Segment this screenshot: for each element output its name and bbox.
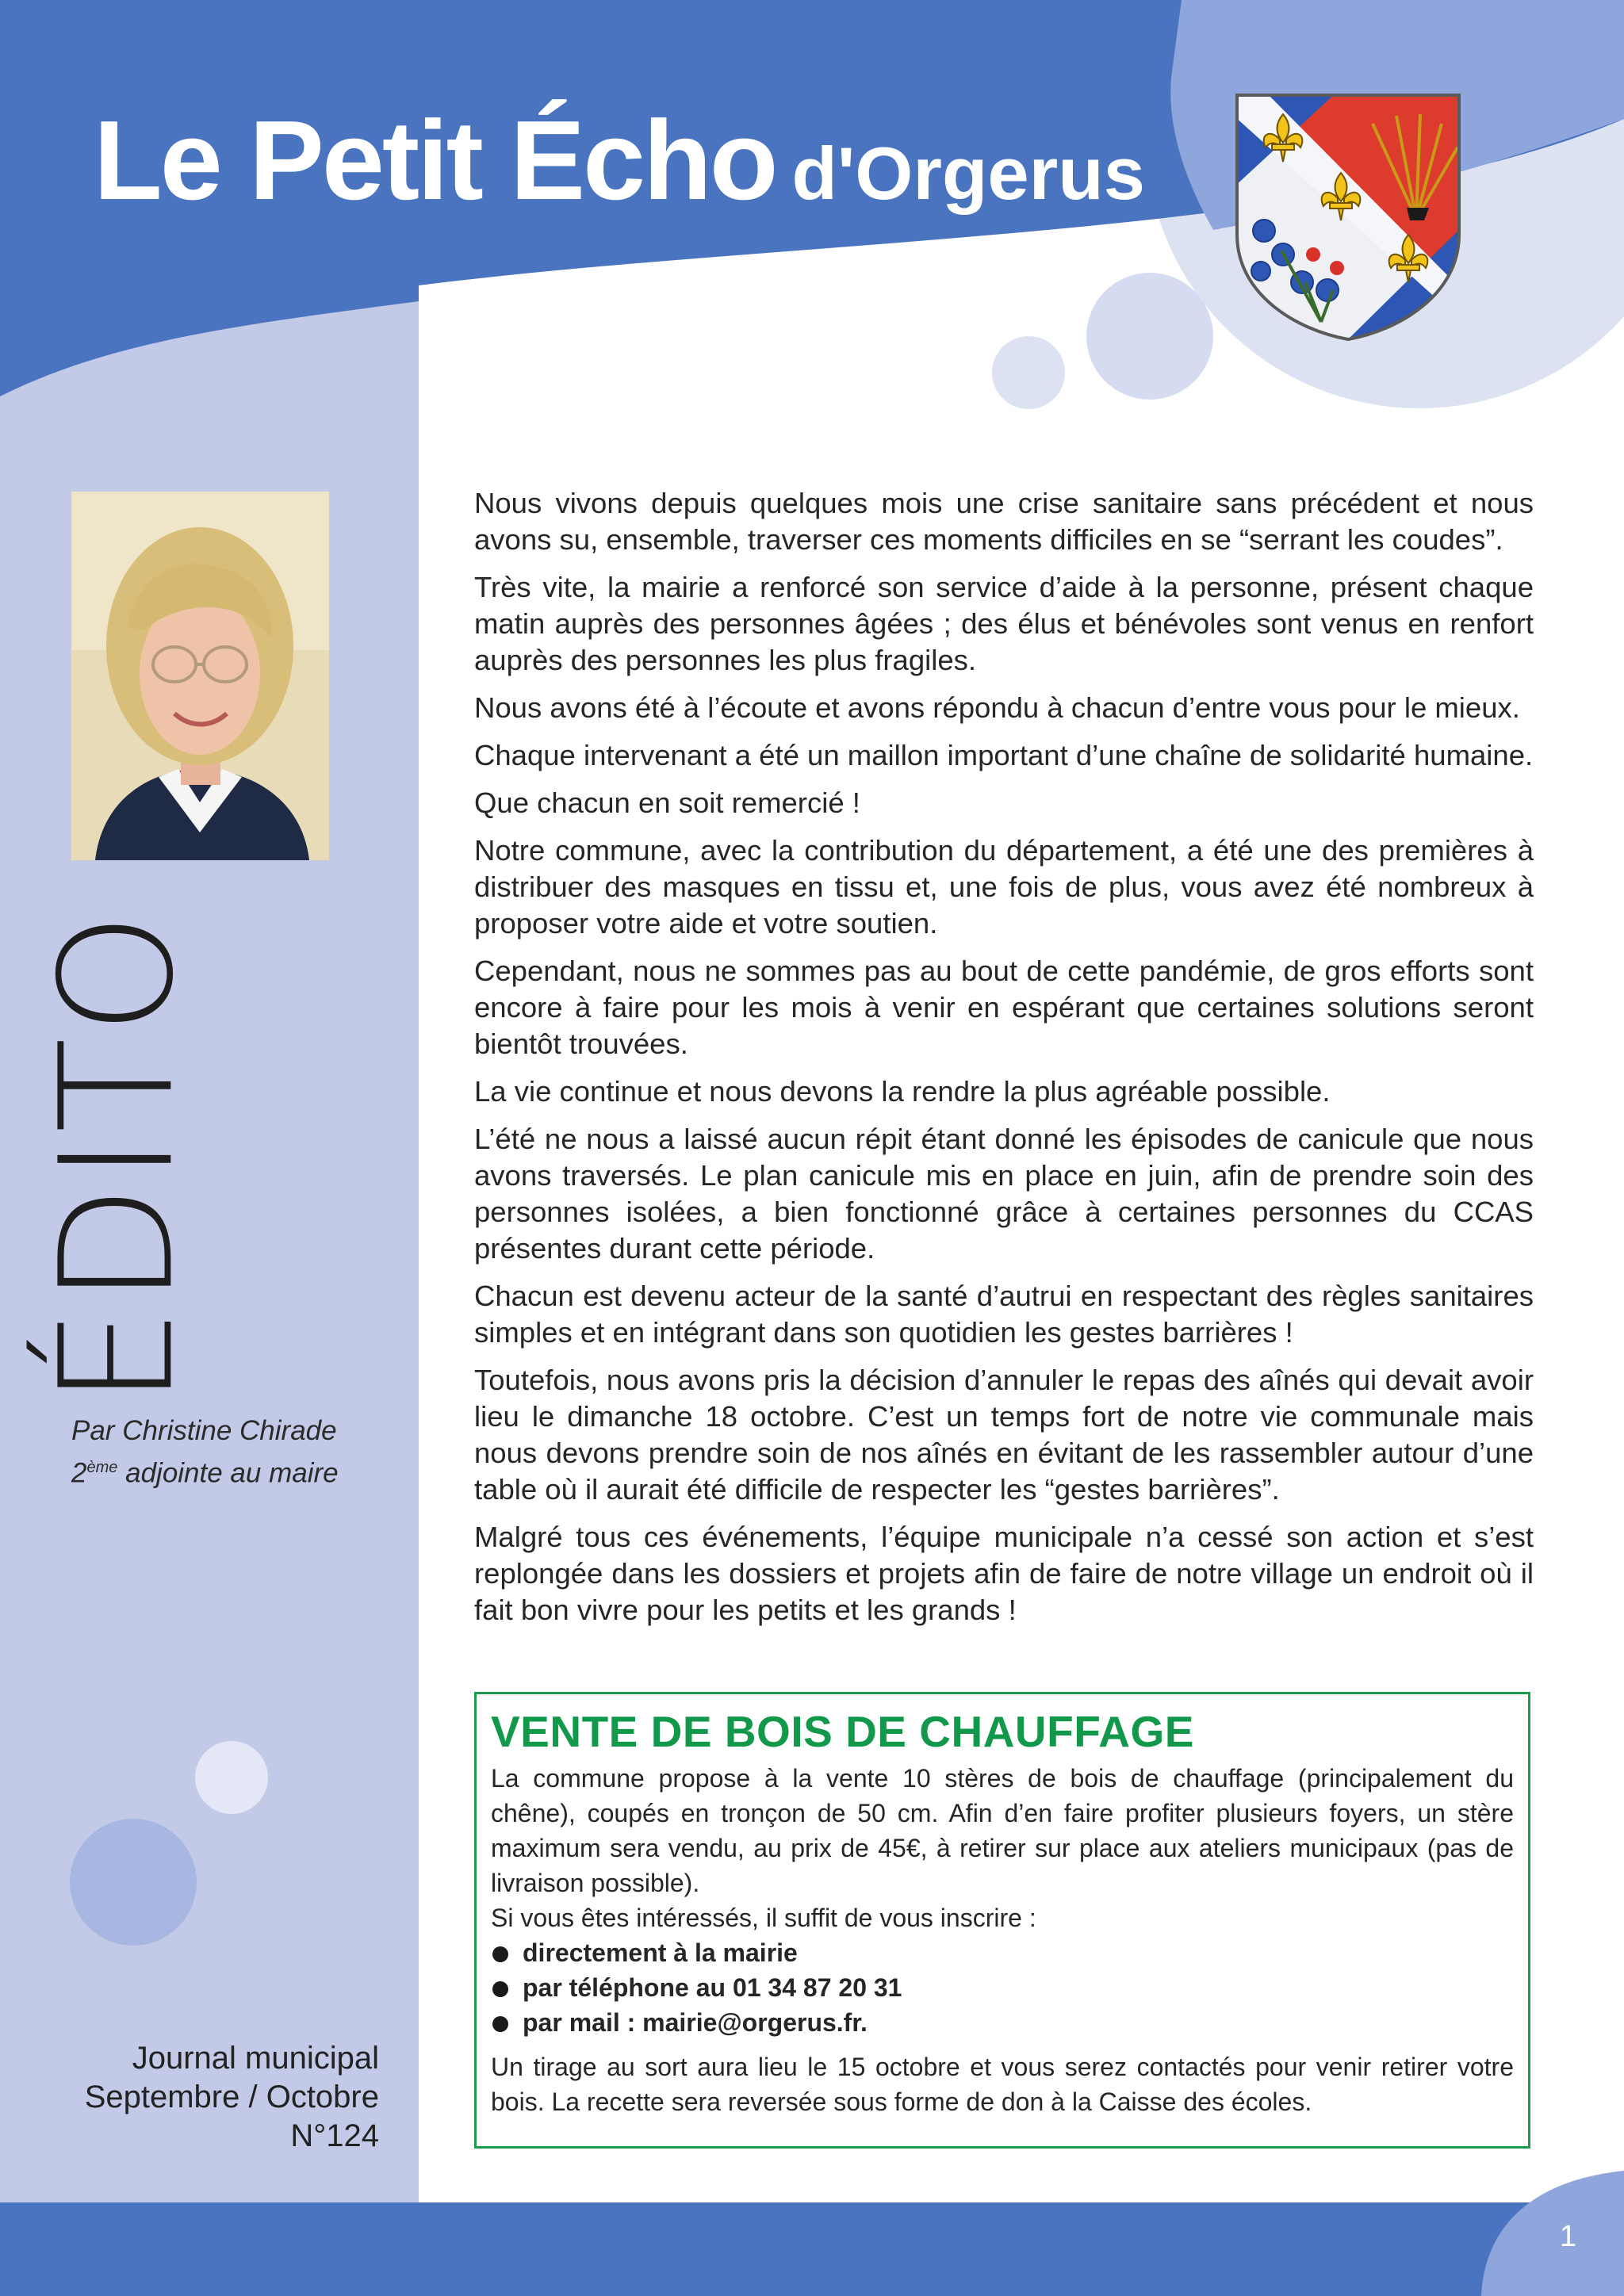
article-paragraph: Que chacun en soit remercié ! xyxy=(474,786,860,819)
byline-role-line xyxy=(71,1449,373,1492)
article-paragraph: Chacun est devenu acteur de la santé d’autrui en respectant des règles sanitaires simples et en intégrant dans son quotidien les gestes barrières ! xyxy=(474,1280,1534,1349)
author-portrait xyxy=(71,492,329,860)
section-label-edito xyxy=(27,909,209,1406)
deco-circle xyxy=(70,1819,197,1946)
wood-sale-box xyxy=(474,1692,1530,2149)
page-number: 1 xyxy=(1559,2220,1576,2253)
contact-item-email[interactable]: par mail : mairie@orgerus.fr. xyxy=(491,2005,1514,2040)
byline-role: adjointe au maire xyxy=(125,1457,339,1489)
article-paragraph: Cependant, nous ne sommes pas au bout de cette pandémie, de gros efforts sont encore à faire pour les mois à venir en espérant que certaines solutions seront bientôt trouvées. xyxy=(474,955,1534,1060)
section-label-text: ÉDITO xyxy=(27,909,209,1406)
byline-name: Par Christine Chirade xyxy=(71,1415,337,1446)
byline-ordinal-sup: ème xyxy=(86,1459,118,1476)
footer-band xyxy=(0,2202,1624,2296)
article-paragraph: Chaque intervenant a été un maillon important d’une chaîne de solidarité humaine. xyxy=(474,739,1534,771)
deco-circle xyxy=(992,336,1065,409)
author-byline xyxy=(71,1413,373,1492)
wood-sale-contact-list xyxy=(491,1935,1514,2040)
article-paragraph: Toutefois, nous avons pris la décision d’annuler le repas des aînés qui devait avoir lieu le dimanche 18 octobre. C’est un temps fort de notre vie communale mais nous devons prendre soin de nos aînés en évitant de les rassembler autour d’une table où il aurait été difficile de respecter les “gestes barrières”. xyxy=(474,1364,1534,1506)
masthead-title-sub: d'Orgerus xyxy=(791,132,1145,215)
wood-sale-title: VENTE DE BOIS DE CHAUFFAGE xyxy=(491,1707,1194,1756)
wood-sale-outro: Un tirage au sort aura lieu le 15 octobre et vous serez contactés pour venir retirer votre bois. La recette sera reversée sous forme de don à la Caisse des écoles. xyxy=(491,2053,1514,2116)
issue-info xyxy=(32,2039,379,2156)
wood-sale-signup: Si vous êtes intéressés, il suffit de vous inscrire : xyxy=(491,1904,1036,1932)
issue-number: N°124 xyxy=(290,2118,379,2153)
article-paragraph: La vie continue et nous devons la rendre la plus agréable possible. xyxy=(474,1075,1331,1108)
contact-item-phone: par téléphone au 01 34 87 20 31 xyxy=(491,1970,1514,2005)
masthead-title xyxy=(94,94,1145,228)
editorial-article xyxy=(474,485,1534,1640)
issue-period: Septembre / Octobre xyxy=(84,2080,379,2114)
issue-journal: Journal municipal xyxy=(132,2041,379,2076)
footer-corner-circle xyxy=(1481,2171,1624,2296)
wood-sale-intro: La commune propose à la vente 10 stères de bois de chauffage (principalement du chêne), coupés en tronçon de 50 cm. Afin d’en faire profiter plusieurs foyers, un stère maximum sera vendu, au prix de 45€, à retirer sur place aux ateliers municipaux (pas de livraison possible). xyxy=(491,1764,1514,1897)
article-paragraph: Très vite, la mairie a renforcé son service d’aide à la personne, présent chaque matin auprès des personnes âgées ; des élus et bénévoles sont venus en renfort auprès des personnes les plus fragiles. xyxy=(474,571,1534,676)
article-paragraph: Nous vivons depuis quelques mois une crise sanitaire sans précédent et nous avons su, ensemble, traverser ces moments difficiles en se “serrant les coudes”. xyxy=(474,487,1534,556)
contact-item-mairie: directement à la mairie xyxy=(491,1935,1514,1970)
article-paragraph: Malgré tous ces événements, l’équipe municipale n’a cessé son action et s’est replongée dans les dossiers et projets afin de faire de notre village un endroit où il fait bon vivre pour les petits et les grands ! xyxy=(474,1521,1534,1626)
article-paragraph: Nous avons été à l’écoute et avons répondu à chacun d’entre vous pour le mieux. xyxy=(474,691,1520,724)
deco-circle xyxy=(1086,273,1213,400)
byline-ordinal: 2 xyxy=(71,1457,87,1489)
article-paragraph: Notre commune, avec la contribution du département, a été une des premières à distribuer des masques en tissu et, une fois de plus, vous avez été nombreux à proposer votre aide et votre soutien. xyxy=(474,834,1534,939)
masthead-title-main: Le Petit Écho xyxy=(94,98,776,224)
deco-circle xyxy=(195,1741,268,1814)
article-paragraph: L’été ne nous a laissé aucun répit étant donné les épisodes de canicule que nous avons traversés. Le plan canicule mis en place en juin, afin de prendre soin des personnes isolées, a bien fonctionné grâce à certaines personnes du CCAS présentes durant cette période. xyxy=(474,1123,1534,1265)
coat-of-arms-icon xyxy=(1234,92,1462,342)
